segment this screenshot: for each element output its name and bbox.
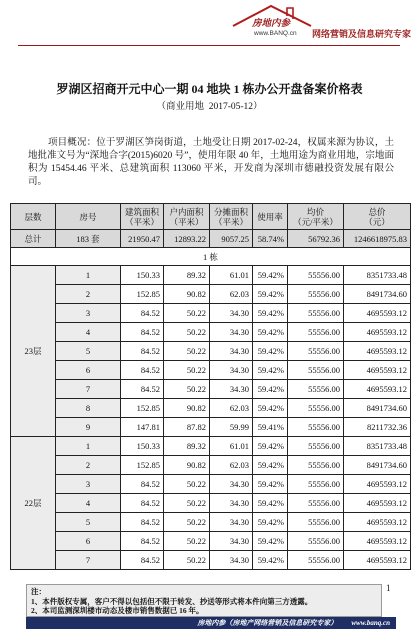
cell-usage-ratio: 59.42% xyxy=(253,399,288,418)
cell-room: 6 xyxy=(56,532,121,551)
cell-avg-price: 55556.00 xyxy=(288,532,344,551)
column-header-line: 分摊面积 xyxy=(213,206,248,217)
column-header-gross-area xyxy=(121,204,164,230)
cell-usage-ratio: 59.42% xyxy=(253,513,288,532)
logo-url: www.BANQ.cn xyxy=(254,30,297,37)
cell-room: 3 xyxy=(56,304,121,323)
cell-inner-area: 90.82 xyxy=(164,399,210,418)
header-divider xyxy=(18,45,400,46)
column-header-line: （平米） xyxy=(213,216,248,227)
cell-inner-area: 50.22 xyxy=(164,494,210,513)
column-header-line: 房号 xyxy=(79,211,97,222)
column-header-total-price xyxy=(344,204,411,230)
cell-total-price: 4695593.12 xyxy=(344,361,411,380)
building-label: 1 栋 xyxy=(11,248,411,266)
cell-shared-area: 59.99 xyxy=(210,418,253,437)
cell-total-price: 8211732.36 xyxy=(344,418,411,437)
cell-gross-area: 84.52 xyxy=(121,304,164,323)
cell-total-price: 4695593.12 xyxy=(344,475,411,494)
cell-room: 4 xyxy=(56,494,121,513)
cell-inner-area: 50.22 xyxy=(164,513,210,532)
cell-avg-price: 55556.00 xyxy=(288,475,344,494)
cell-shared-area: 34.30 xyxy=(210,513,253,532)
cell-room: 8 xyxy=(56,399,121,418)
cell-inner-area: 50.22 xyxy=(164,304,210,323)
cell-gross-area: 84.52 xyxy=(121,475,164,494)
cell-usage-ratio: 59.42% xyxy=(253,475,288,494)
cell-avg-price: 55556.00 xyxy=(288,399,344,418)
cell-shared-area: 34.30 xyxy=(210,532,253,551)
cell-gross-area: 84.52 xyxy=(121,551,164,570)
cell-room: 1 xyxy=(56,437,121,456)
cell-total-price: 4695593.12 xyxy=(344,304,411,323)
cell-room: 1 xyxy=(56,266,121,285)
cell-inner-area: 87.82 xyxy=(164,418,210,437)
cell-room: 2 xyxy=(56,456,121,475)
page-title: 罗湖区招商开元中心一期 04 地块 1 栋办公开盘备案价格表 xyxy=(56,82,363,96)
cell-usage-ratio: 59.42% xyxy=(253,285,288,304)
notes-heading: 注： xyxy=(31,587,46,596)
table-row xyxy=(11,475,411,494)
note-item: 2、本司监测深圳楼市动态及楼市销售数据已 16 年。 xyxy=(31,606,204,615)
cell-inner-area: 50.22 xyxy=(164,551,210,570)
column-header-line: 均价 xyxy=(306,206,324,217)
column-header-avg-price xyxy=(288,204,344,230)
table-row xyxy=(11,494,411,513)
cell-shared-area: 61.01 xyxy=(210,266,253,285)
table-row xyxy=(11,323,411,342)
cell-total-price: 4695593.12 xyxy=(344,380,411,399)
cell-total-price: 8351733.48 xyxy=(344,437,411,456)
cell-gross-area: 147.81 xyxy=(121,418,164,437)
cell-inner-area: 50.22 xyxy=(164,323,210,342)
cell-room: 3 xyxy=(56,475,121,494)
cell-shared-area: 61.01 xyxy=(210,437,253,456)
cell-total-price: 8491734.60 xyxy=(344,399,411,418)
cell-total-price: 4695593.12 xyxy=(344,323,411,342)
cell-shared-area: 34.30 xyxy=(210,323,253,342)
cell-usage-ratio: 59.42% xyxy=(253,551,288,570)
total-floor: 总计 xyxy=(11,230,56,248)
cell-room: 5 xyxy=(56,513,121,532)
cell-usage-ratio: 59.41% xyxy=(253,418,288,437)
cell-avg-price: 55556.00 xyxy=(288,361,344,380)
footer-url: www.banq.cn xyxy=(351,619,390,627)
table-row xyxy=(11,399,411,418)
cell-usage-ratio: 59.42% xyxy=(253,361,288,380)
cell-gross-area: 84.52 xyxy=(121,342,164,361)
cell-avg-price: 55556.00 xyxy=(288,513,344,532)
cell-avg-price: 55556.00 xyxy=(288,323,344,342)
cell-inner-area: 89.32 xyxy=(164,266,210,285)
table-row xyxy=(11,361,411,380)
cell-inner-area: 50.22 xyxy=(164,475,210,494)
cell-shared-area: 34.30 xyxy=(210,475,253,494)
cell-total-price: 8491734.60 xyxy=(344,285,411,304)
cell-gross-area: 152.85 xyxy=(121,399,164,418)
cell-gross-area: 84.52 xyxy=(121,513,164,532)
logo-slogan: 网络营销及信息研究专家 xyxy=(312,29,412,39)
page-number: 1 xyxy=(386,583,391,593)
total-total-price: 1246618975.83 xyxy=(344,230,411,248)
cell-shared-area: 34.30 xyxy=(210,361,253,380)
table-row xyxy=(11,532,411,551)
table-row xyxy=(11,513,411,532)
cell-total-price: 8351733.48 xyxy=(344,266,411,285)
cell-avg-price: 55556.00 xyxy=(288,342,344,361)
price-table xyxy=(10,203,411,570)
cell-shared-area: 34.30 xyxy=(210,494,253,513)
cell-inner-area: 50.22 xyxy=(164,532,210,551)
footer-bar xyxy=(26,617,396,629)
cell-avg-price: 55556.00 xyxy=(288,456,344,475)
table-row xyxy=(11,342,411,361)
table-body xyxy=(11,230,411,570)
cell-shared-area: 34.30 xyxy=(210,551,253,570)
cell-shared-area: 62.03 xyxy=(210,399,253,418)
cell-total-price: 4695593.12 xyxy=(344,532,411,551)
cell-shared-area: 62.03 xyxy=(210,456,253,475)
total-inner-area: 12893.22 xyxy=(164,230,210,248)
table-row xyxy=(11,304,411,323)
cell-shared-area: 34.30 xyxy=(210,304,253,323)
cell-shared-area: 62.03 xyxy=(210,285,253,304)
cell-inner-area: 50.22 xyxy=(164,380,210,399)
cell-avg-price: 55556.00 xyxy=(288,266,344,285)
floor-label: 23层 xyxy=(11,266,56,437)
cell-avg-price: 55556.00 xyxy=(288,304,344,323)
column-header-shared-area xyxy=(210,204,253,230)
note-item: 1、本件版权专属，客户不得以包括但不限于转发、抄送等形式将本件向第三方透露。 xyxy=(31,596,313,606)
column-header-line: （平米） xyxy=(124,216,159,227)
column-header-line: 使用率 xyxy=(257,211,283,222)
cell-usage-ratio: 59.42% xyxy=(253,437,288,456)
page-subtitle: （商业用地 2017-05-12） xyxy=(156,102,263,112)
project-overview: 项目概况：位于罗湖区笋岗街道，土地受让日期 2017-02-24，权属来源为协议，土地批准文号为“深地合字(2015)6020 号”，使用年限 40 年，土地用途为商业用地，宗地面积为 15454.46 平米、总建筑面积 113060 平米，开发商为深圳市德融投资发展有限公司。 xyxy=(28,138,394,187)
cell-inner-area: 50.22 xyxy=(164,361,210,380)
cell-usage-ratio: 59.42% xyxy=(253,456,288,475)
column-header-line: 层数 xyxy=(24,211,42,222)
cell-gross-area: 84.52 xyxy=(121,380,164,399)
cell-usage-ratio: 59.42% xyxy=(253,266,288,285)
cell-usage-ratio: 59.42% xyxy=(253,494,288,513)
cell-gross-area: 84.52 xyxy=(121,494,164,513)
cell-total-price: 4695593.12 xyxy=(344,551,411,570)
column-header-line: （平米） xyxy=(169,216,204,227)
cell-avg-price: 55556.00 xyxy=(288,551,344,570)
floor-label: 22层 xyxy=(11,437,56,570)
cell-gross-area: 84.52 xyxy=(121,532,164,551)
total-gross-area: 21950.47 xyxy=(121,230,164,248)
logo xyxy=(232,3,414,43)
table-row xyxy=(11,418,411,437)
header-row xyxy=(11,204,411,230)
footer-brand: 房地内参（房地产网络营销及信息研究专家） xyxy=(197,619,338,627)
cell-inner-area: 89.32 xyxy=(164,437,210,456)
table-row xyxy=(11,437,411,456)
cell-total-price: 4695593.12 xyxy=(344,342,411,361)
cell-gross-area: 84.52 xyxy=(121,323,164,342)
column-header-line: 建筑面积 xyxy=(124,206,159,217)
cell-inner-area: 90.82 xyxy=(164,285,210,304)
cell-gross-area: 150.33 xyxy=(121,266,164,285)
cell-total-price: 8491734.60 xyxy=(344,456,411,475)
cell-room: 2 xyxy=(56,285,121,304)
cell-total-price: 4695593.12 xyxy=(344,513,411,532)
table-row xyxy=(11,266,411,285)
table-row xyxy=(11,456,411,475)
cell-gross-area: 152.85 xyxy=(121,456,164,475)
cell-room: 9 xyxy=(56,418,121,437)
cell-total-price: 4695593.12 xyxy=(344,494,411,513)
table-header xyxy=(11,204,411,230)
table-row xyxy=(11,285,411,304)
cell-room: 7 xyxy=(56,380,121,399)
total-shared-area: 9057.25 xyxy=(210,230,253,248)
cell-usage-ratio: 59.42% xyxy=(253,304,288,323)
table-row xyxy=(11,380,411,399)
cell-avg-price: 55556.00 xyxy=(288,285,344,304)
column-header-line: （元/平米） xyxy=(293,216,338,227)
column-header-line: 总价 xyxy=(368,206,386,217)
cell-usage-ratio: 59.42% xyxy=(253,323,288,342)
total-avg-price: 56792.36 xyxy=(288,230,344,248)
cell-room: 5 xyxy=(56,342,121,361)
table-row xyxy=(11,551,411,570)
cell-inner-area: 50.22 xyxy=(164,342,210,361)
cell-avg-price: 55556.00 xyxy=(288,418,344,437)
column-header-inner-area xyxy=(164,204,210,230)
cell-shared-area: 34.30 xyxy=(210,342,253,361)
cell-usage-ratio: 59.42% xyxy=(253,532,288,551)
cell-inner-area: 90.82 xyxy=(164,456,210,475)
column-header-line: 户内面积 xyxy=(169,206,204,217)
cell-room: 7 xyxy=(56,551,121,570)
cell-gross-area: 150.33 xyxy=(121,437,164,456)
cell-gross-area: 152.85 xyxy=(121,285,164,304)
cell-avg-price: 55556.00 xyxy=(288,494,344,513)
cell-room: 4 xyxy=(56,323,121,342)
cell-avg-price: 55556.00 xyxy=(288,380,344,399)
logo-brand: 房地内参 xyxy=(252,19,291,29)
column-header-floor xyxy=(11,204,56,230)
notes-box xyxy=(26,584,382,617)
cell-room: 6 xyxy=(56,361,121,380)
cell-shared-area: 34.30 xyxy=(210,380,253,399)
column-header-room xyxy=(56,204,121,230)
cell-usage-ratio: 59.42% xyxy=(253,342,288,361)
total-usage-ratio: 58.74% xyxy=(253,230,288,248)
cell-avg-price: 55556.00 xyxy=(288,437,344,456)
building-row xyxy=(11,248,411,266)
total-room: 183 套 xyxy=(56,230,121,248)
cell-usage-ratio: 59.42% xyxy=(253,380,288,399)
column-header-usage-ratio xyxy=(253,204,288,230)
total-row xyxy=(11,230,411,248)
column-header-line: （元） xyxy=(364,216,390,227)
cell-gross-area: 84.52 xyxy=(121,361,164,380)
